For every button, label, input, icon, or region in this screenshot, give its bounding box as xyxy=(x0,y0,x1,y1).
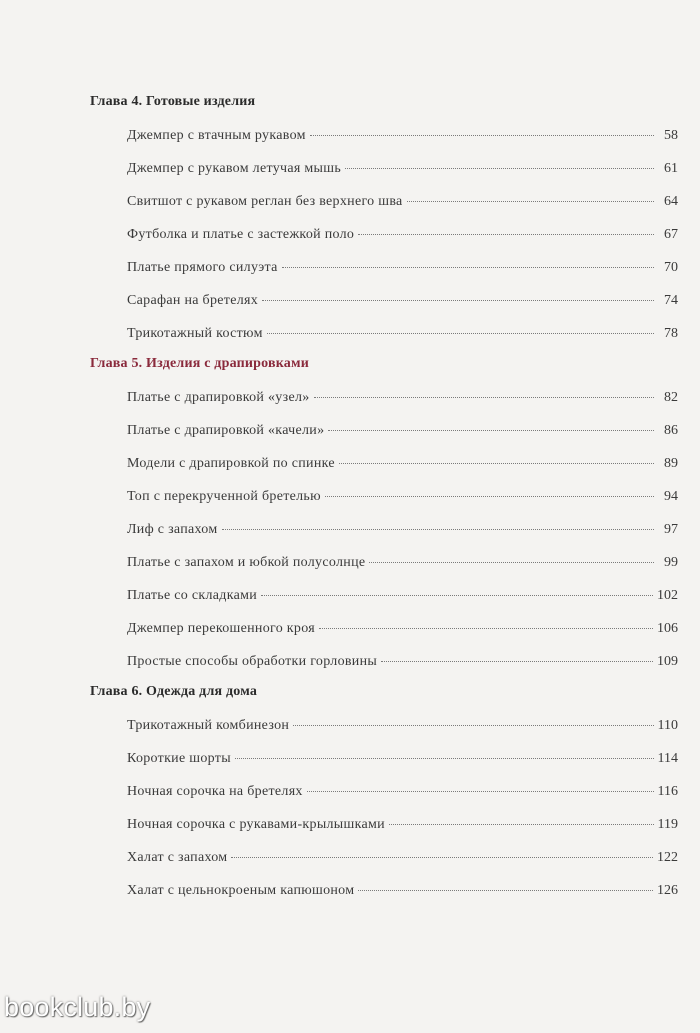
dot-leader xyxy=(231,857,653,858)
toc-entry xyxy=(127,225,678,258)
toc-entry xyxy=(127,258,678,291)
toc-entry-title: Топ с перекрученной бретелью xyxy=(127,489,321,504)
dot-leader xyxy=(407,201,654,202)
toc-entry-title: Свитшот с рукавом реглан без верхнего шва xyxy=(127,194,403,209)
dot-leader xyxy=(222,529,655,530)
dot-leader xyxy=(358,234,654,235)
toc-entry-page: 110 xyxy=(657,718,678,733)
toc-entry-page: 97 xyxy=(664,522,678,537)
dot-leader xyxy=(235,758,654,759)
toc-entry xyxy=(127,553,678,586)
toc-entry-title: Ночная сорочка с рукавами-крылышками xyxy=(127,817,385,832)
toc-entry-title: Платье с запахом и юбкой полусолнце xyxy=(127,555,366,570)
chapter-title: Глава 4. Готовые изделия xyxy=(90,94,256,109)
toc-entry xyxy=(127,421,678,454)
toc-entry xyxy=(127,815,678,848)
toc-entry-page: 86 xyxy=(664,423,678,438)
dot-leader xyxy=(261,595,653,596)
toc-entry xyxy=(127,881,678,914)
toc-entry xyxy=(127,749,678,782)
toc-entry-title: Трикотажный комбинезон xyxy=(127,718,290,733)
toc-entry-title: Платье со складками xyxy=(127,588,258,603)
dot-leader xyxy=(345,168,654,169)
toc-entry-title: Джемпер с рукавом летучая мышь xyxy=(127,161,342,176)
toc-entry-title: Джемпер с втачным рукавом xyxy=(127,128,306,143)
toc-entry-page: 99 xyxy=(664,555,678,570)
toc-entry-title: Простые способы обработки горловины xyxy=(127,654,378,669)
toc-entry xyxy=(127,159,678,192)
toc-entry xyxy=(127,619,678,652)
toc-entry-title: Футболка и платье с застежкой поло xyxy=(127,227,355,242)
chapter-title: Глава 6. Одежда для дома xyxy=(90,684,258,699)
toc-entry-title: Платье с драпировкой «качели» xyxy=(127,423,325,438)
dot-leader xyxy=(282,267,654,268)
toc-entry-page: 109 xyxy=(657,654,678,669)
toc-entry-page: 119 xyxy=(657,817,678,832)
toc-entry xyxy=(127,487,678,520)
toc-entry-page: 58 xyxy=(664,128,678,143)
toc-entry xyxy=(127,388,678,421)
toc-entry-page: 94 xyxy=(664,489,678,504)
toc-entry-title: Модели с драпировкой по спинке xyxy=(127,456,335,471)
chapter-4 xyxy=(90,92,678,357)
dot-leader xyxy=(328,430,654,431)
chapter-6 xyxy=(90,682,678,914)
toc-entry-page: 67 xyxy=(664,227,678,242)
dot-leader xyxy=(307,791,654,792)
toc-entry-page: 74 xyxy=(664,293,678,308)
toc-entry xyxy=(127,652,678,685)
site-watermark: bookclub.by xyxy=(4,992,151,1022)
toc-entry xyxy=(127,126,678,159)
chapter-title: Глава 5. Изделия с драпировками xyxy=(90,356,309,371)
toc-entry-title: Халат с цельнокроеным капюшоном xyxy=(127,883,355,898)
toc-entry-title: Лиф с запахом xyxy=(127,522,218,537)
toc-entry-title: Трикотажный костюм xyxy=(127,326,263,341)
toc-entry-page: 116 xyxy=(657,784,678,799)
dot-leader xyxy=(319,628,653,629)
toc-entry-title: Джемпер перекошенного кроя xyxy=(127,621,315,636)
toc-entry-page: 122 xyxy=(657,850,678,865)
toc-entry-page: 78 xyxy=(664,326,678,341)
toc-entry-page: 114 xyxy=(657,751,678,766)
toc-entry xyxy=(127,291,678,324)
toc-entry-page: 102 xyxy=(657,588,678,603)
dot-leader xyxy=(369,562,654,563)
toc-entry-page: 126 xyxy=(657,883,678,898)
toc-entry xyxy=(127,848,678,881)
dot-leader xyxy=(339,463,654,464)
toc-entry xyxy=(127,192,678,225)
toc-entry-page: 61 xyxy=(664,161,678,176)
dot-leader xyxy=(310,135,654,136)
dot-leader xyxy=(267,333,654,334)
dot-leader xyxy=(381,661,653,662)
dot-leader xyxy=(293,725,653,726)
toc-entry-title: Халат с запахом xyxy=(127,850,228,865)
dot-leader xyxy=(325,496,654,497)
toc-entry-page: 106 xyxy=(657,621,678,636)
dot-leader xyxy=(358,890,653,891)
toc-entry-title: Платье прямого силуэта xyxy=(127,260,278,275)
toc-entry xyxy=(127,716,678,749)
toc-entry-title: Короткие шорты xyxy=(127,751,231,766)
toc-entry-title: Сарафан на бретелях xyxy=(127,293,259,308)
dot-leader xyxy=(389,824,654,825)
dot-leader xyxy=(314,397,654,398)
table-of-contents xyxy=(90,92,678,914)
toc-entry xyxy=(127,454,678,487)
toc-entry-page: 89 xyxy=(664,456,678,471)
toc-entry xyxy=(127,782,678,815)
dot-leader xyxy=(262,300,654,301)
chapter-5 xyxy=(90,354,678,685)
toc-entry xyxy=(127,324,678,357)
toc-entry-title: Платье с драпировкой «узел» xyxy=(127,390,310,405)
toc-entry-page: 64 xyxy=(664,194,678,209)
toc-entry-page: 70 xyxy=(664,260,678,275)
toc-entry xyxy=(127,586,678,619)
toc-entry xyxy=(127,520,678,553)
toc-entry-page: 82 xyxy=(664,390,678,405)
toc-entry-title: Ночная сорочка на бретелях xyxy=(127,784,303,799)
